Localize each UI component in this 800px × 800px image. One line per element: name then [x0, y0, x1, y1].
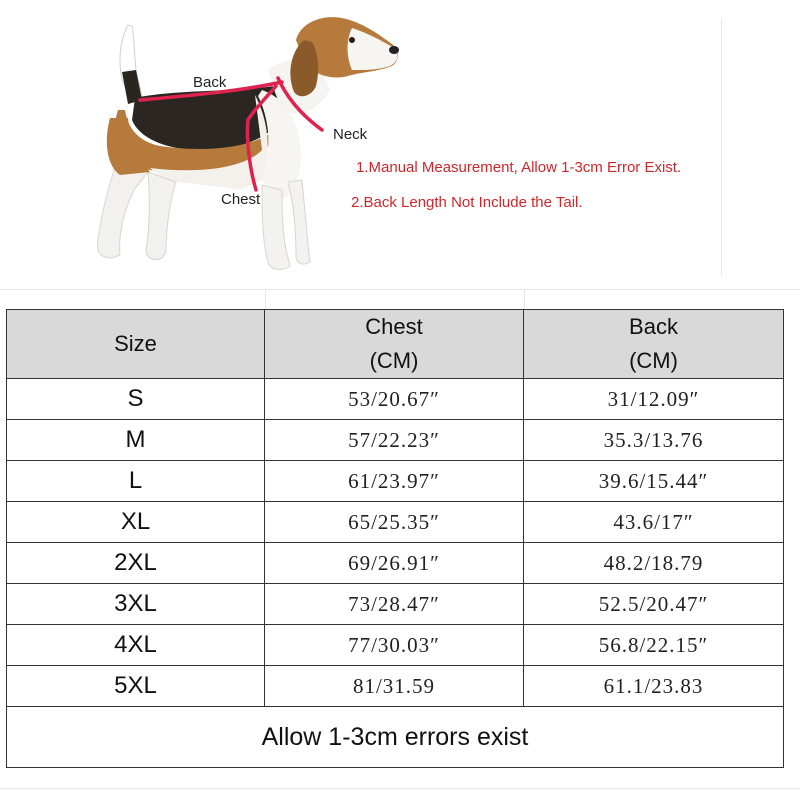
chest-cell: 65/25.35″: [265, 502, 524, 543]
table-row: [7, 666, 784, 707]
chest-cell: 77/30.03″: [265, 625, 524, 666]
note-manual-measurement: 1.Manual Measurement, Allow 1-3cm Error Exist.: [356, 159, 682, 176]
sheet-gridline: [0, 788, 800, 789]
chest-cell: 73/28.47″: [265, 584, 524, 625]
chest-cell: 53/20.67″: [265, 379, 524, 420]
size-cell: 3XL: [7, 584, 265, 625]
table-row: [7, 584, 784, 625]
table-row: [7, 379, 784, 420]
neck-label: Neck: [333, 126, 368, 143]
size-cell: 4XL: [7, 625, 265, 666]
size-chart-table: [6, 309, 784, 768]
size-cell: 2XL: [7, 543, 265, 584]
back-cell: 52.5/20.47″: [524, 584, 784, 625]
back-cell: 61.1/23.83: [524, 666, 784, 707]
size-cell: M: [7, 420, 265, 461]
dog-measurement-diagram: [0, 0, 800, 300]
table-row: [7, 461, 784, 502]
back-cell: 48.2/18.79: [524, 543, 784, 584]
back-cell: 35.3/13.76: [524, 420, 784, 461]
chest-label: Chest: [221, 191, 261, 208]
footer-note: Allow 1-3cm errors exist: [7, 707, 784, 768]
table-row: [7, 420, 784, 461]
back-cell: 43.6/17″: [524, 502, 784, 543]
sheet-gridline: [0, 289, 800, 290]
back-cell: 56.8/22.15″: [524, 625, 784, 666]
back-cell: 31/12.09″: [524, 379, 784, 420]
header-size: Size: [7, 310, 265, 379]
note-back-length: 2.Back Length Not Include the Tail.: [351, 194, 583, 211]
back-label: Back: [193, 74, 227, 91]
chest-cell: 61/23.97″: [265, 461, 524, 502]
header-chest: Chest (CM): [265, 310, 524, 379]
back-cell: 39.6/15.44″: [524, 461, 784, 502]
table-row: [7, 502, 784, 543]
size-cell: 5XL: [7, 666, 265, 707]
beagle-illustration: [0, 0, 720, 290]
table-row: [7, 543, 784, 584]
table-row: [7, 625, 784, 666]
chest-cell: 69/26.91″: [265, 543, 524, 584]
size-cell: XL: [7, 502, 265, 543]
header-back: Back (CM): [524, 310, 784, 379]
size-cell: S: [7, 379, 265, 420]
chest-cell: 81/31.59: [265, 666, 524, 707]
table-header-row: [7, 310, 784, 379]
size-cell: L: [7, 461, 265, 502]
chest-cell: 57/22.23″: [265, 420, 524, 461]
table-footer-row: [7, 707, 784, 768]
divider-line: [721, 18, 722, 276]
